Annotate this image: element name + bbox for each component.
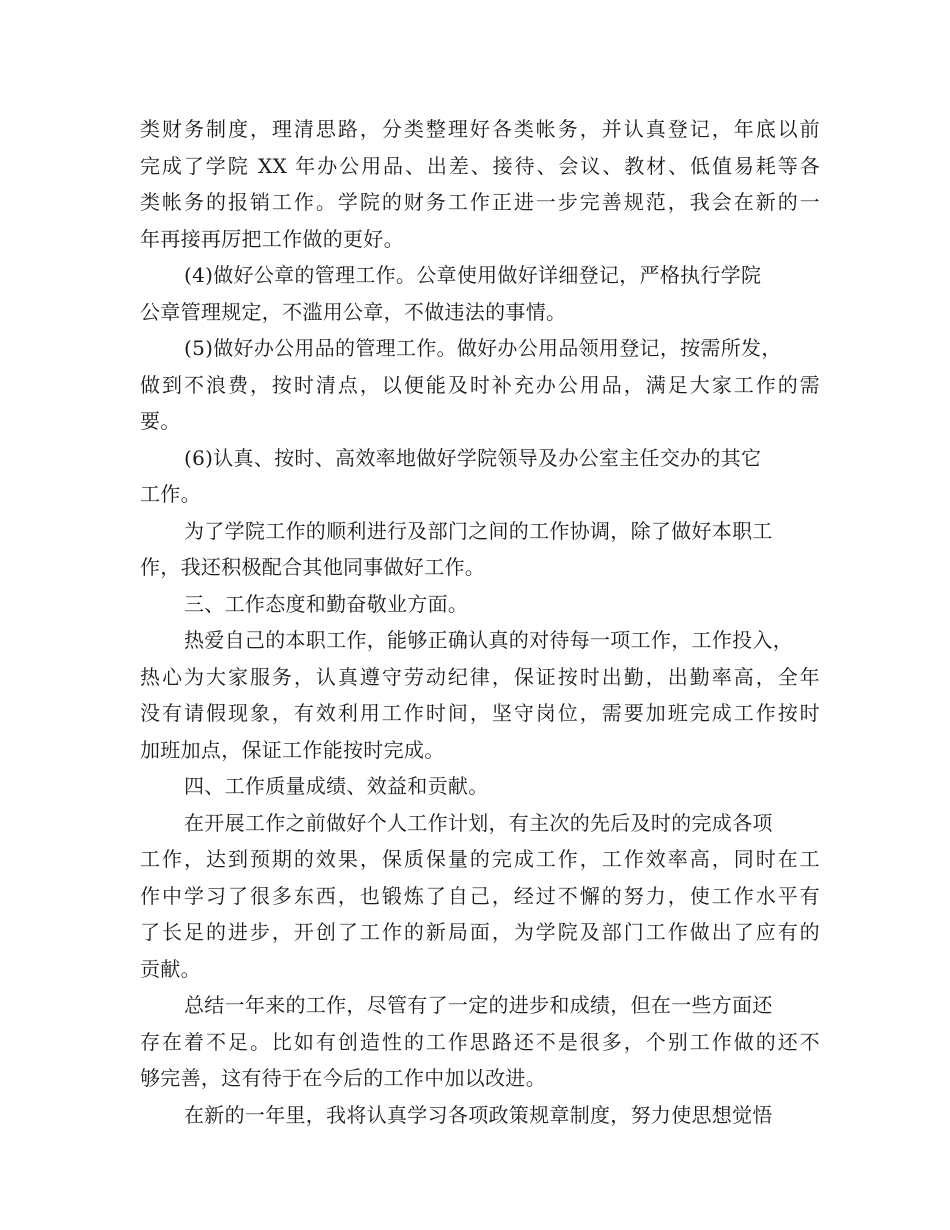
text-line: (6)认真、按时、高效率地做好学院领导及办公室主任交办的其它 xyxy=(184,445,762,470)
document-body xyxy=(140,111,820,1133)
text-line: 类帐务的报销工作。学院的财务工作正进一步完善规范，我会在新的一 xyxy=(140,190,820,214)
text-line: 公章管理规定，不滥用公章，不做违法的事情。 xyxy=(140,299,567,324)
text-line: 加班加点，保证工作能按时完成。 xyxy=(140,737,445,762)
text-line: 在新的一年里，我将认真学习各项政策规章制度，努力使思想觉悟 xyxy=(184,1102,773,1127)
text-line: 完成了学院 XX 年办公用品、出差、接待、会议、教材、低值易耗等各 xyxy=(140,153,820,178)
section-heading: 四、工作质量成绩、效益和贡献。 xyxy=(184,774,489,798)
text-line: 为了学院工作的顺利进行及部门之间的工作协调，除了做好本职工 xyxy=(184,518,773,543)
text-line: 作中学习了很多东西，也锻炼了自己，经过不懈的努力，使工作水平有 xyxy=(140,883,820,908)
text-line: 类财务制度，理清思路，分类整理好各类帐务，并认真登记，年底以前 xyxy=(140,117,820,141)
text-line: 够完善，这有待于在今后的工作中加以改进。 xyxy=(140,1066,546,1090)
text-line: 在开展工作之前做好个人工作计划，有主次的先后及时的完成各项 xyxy=(184,810,773,835)
text-line: 了长足的进步，开创了工作的新局面，为学院及部门工作做出了应有的 xyxy=(140,920,820,944)
text-line: 做到不浪费，按时清点，以便能及时补充办公用品，满足大家工作的需 xyxy=(140,372,820,397)
text-line: 工作，达到预期的效果，保质保量的完成工作，工作效率高，同时在工 xyxy=(140,847,820,871)
text-line: 贡献。 xyxy=(140,956,201,981)
text-line: 年再接再厉把工作做的更好。 xyxy=(140,226,404,251)
text-line: 没有请假现象，有效利用工作时间，坚守岗位，需要加班完成工作按时 xyxy=(140,701,820,725)
text-line: (5)做好办公用品的管理工作。做好办公用品领用登记，按需所发， xyxy=(184,336,782,360)
section-heading: 三、工作态度和勤奋敬业方面。 xyxy=(184,591,469,616)
text-line: 总结一年来的工作，尽管有了一定的进步和成绩，但在一些方面还 xyxy=(184,993,773,1017)
text-line: 作，我还积极配合其他同事做好工作。 xyxy=(140,555,486,579)
text-line: 热爱自己的本职工作，能够正确认真的对待每一项工作，工作投入， xyxy=(184,628,793,652)
text-line: 存在着不足。比如有创造性的工作思路还不是很多，个别工作做的还不 xyxy=(140,1029,820,1054)
text-line: 工作。 xyxy=(140,482,201,506)
text-line: (4)做好公章的管理工作。公章使用做好详细登记，严格执行学院 xyxy=(184,263,762,287)
text-line: 要。 xyxy=(140,409,181,433)
text-line: 热心为大家服务，认真遵守劳动纪律，保证按时出勤，出勤率高，全年 xyxy=(140,664,820,689)
